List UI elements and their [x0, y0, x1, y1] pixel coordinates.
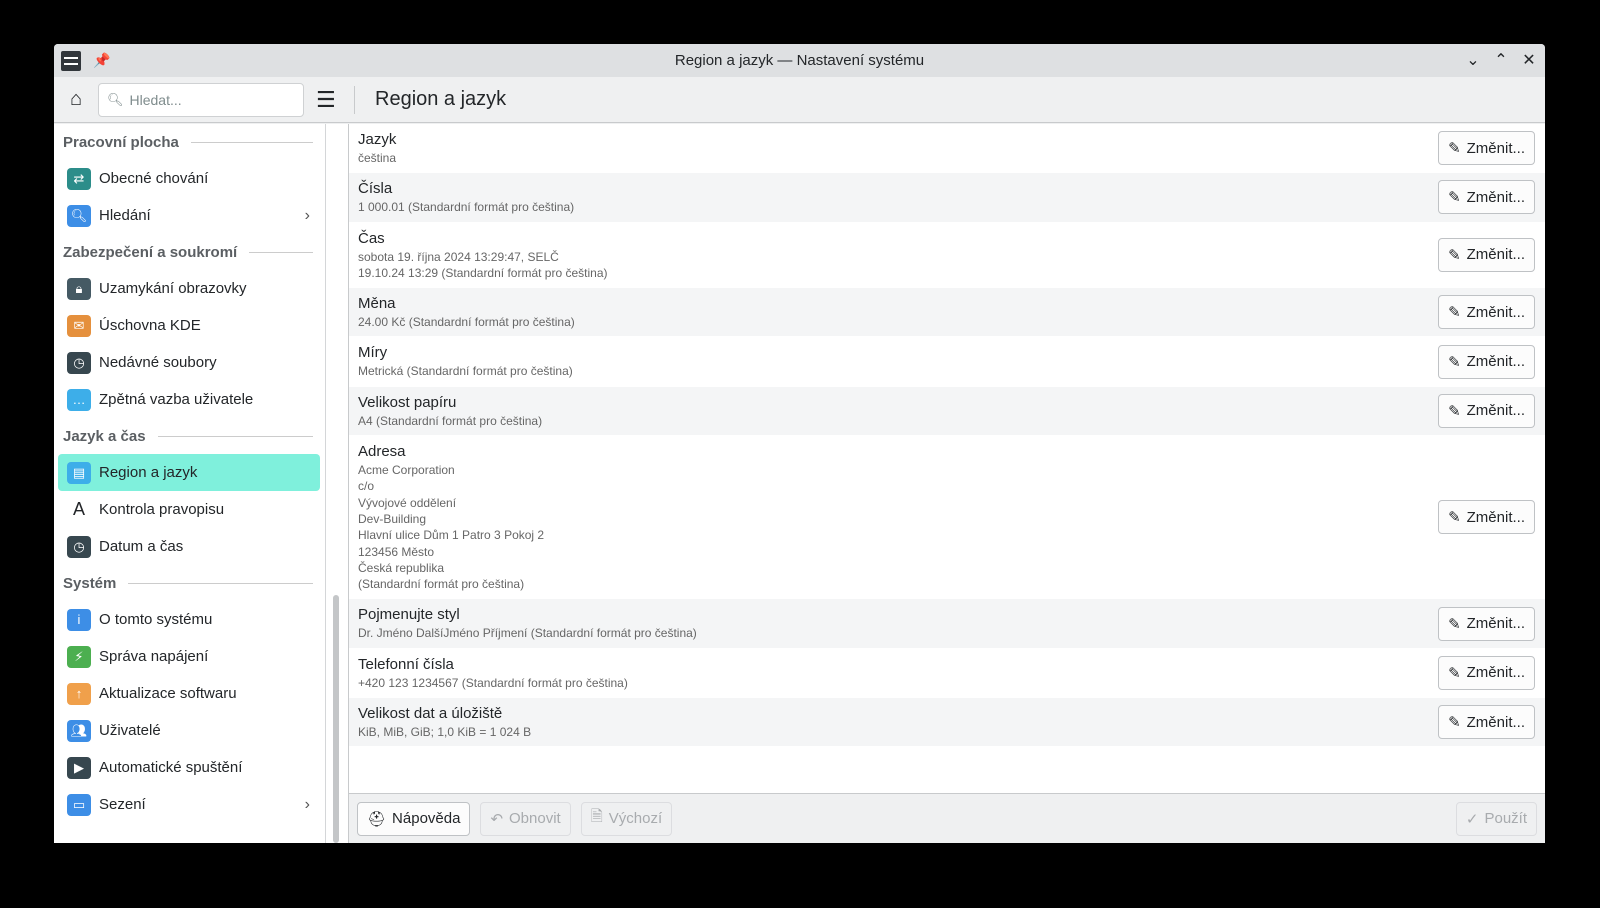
sidebar-item-label: Aktualizace softwaru: [99, 685, 237, 702]
setting-label: Míry: [358, 344, 388, 362]
setting-value: 19.10.24 13:29 (Standardní formát pro čeština): [358, 265, 608, 280]
help-button[interactable]: [357, 802, 470, 836]
sidebar-item-label: Uživatelé: [99, 722, 161, 739]
edit-icon: ✎: [1448, 140, 1461, 158]
sidebar-item[interactable]: [58, 491, 320, 528]
edit-icon: ✎: [1448, 402, 1461, 420]
sidebar-item[interactable]: [58, 454, 320, 491]
change-label: Změnit...: [1466, 664, 1525, 682]
setting-value: čeština: [358, 151, 397, 165]
edit-icon: ✎: [1448, 246, 1461, 264]
setting-value: c/o: [358, 479, 375, 494]
info-icon: i: [67, 609, 91, 631]
setting-label: Čísla: [358, 180, 393, 198]
setting-label: Velikost dat a úložiště: [358, 705, 503, 723]
chevron-right-icon: ›: [304, 795, 310, 813]
sidebar-item-label: Datum a čas: [99, 538, 184, 555]
close-button[interactable]: ✕: [1522, 52, 1536, 69]
setting-row: [349, 387, 1545, 436]
power-icon: ⚡: [67, 646, 91, 668]
reset-label: Obnovit: [509, 810, 561, 827]
sidebar-item[interactable]: [58, 675, 320, 712]
search-icon: 🔍︎: [107, 91, 124, 107]
sidebar-section-header: [54, 565, 325, 601]
setting-value: Acme Corporation: [358, 463, 455, 478]
setting-label: Adresa: [358, 443, 406, 461]
change-button[interactable]: [1438, 656, 1535, 690]
session-icon: ▭: [67, 794, 91, 816]
setting-value: 1 000.01 (Standardní formát pro čeština): [358, 200, 575, 215]
setting-row: [349, 337, 1545, 386]
search-placeholder: Hledat...: [129, 91, 182, 108]
sidebar-item-label: Obecné chování: [99, 170, 209, 187]
setting-row: [349, 698, 1545, 747]
home-icon[interactable]: ⌂: [69, 88, 83, 110]
sidebar-item[interactable]: [58, 749, 320, 786]
change-label: Změnit...: [1466, 508, 1525, 526]
change-label: Změnit...: [1466, 615, 1525, 633]
setting-row: [349, 124, 1545, 173]
edit-icon: ✎: [1448, 304, 1461, 322]
apply-button[interactable]: [1456, 802, 1537, 836]
toolbar-divider: [354, 86, 355, 114]
setting-label: Velikost papíru: [358, 393, 457, 411]
edit-icon: ✎: [1448, 189, 1461, 207]
setting-value: +420 123 1234567 (Standardní formát pro čeština): [358, 675, 628, 690]
update-icon: ↑: [67, 683, 91, 705]
setting-label: Čas: [358, 229, 385, 247]
edit-icon: ✎: [1448, 509, 1461, 527]
sidebar-item[interactable]: [58, 528, 320, 565]
sidebar-item-label: Automatické spuštění: [99, 759, 243, 776]
edit-icon: ✎: [1448, 353, 1461, 371]
window-title: Region a jazyk — Nastavení systému: [674, 52, 925, 69]
section-title: Systém: [63, 574, 117, 592]
section-title: Pracovní plocha: [63, 133, 179, 151]
setting-value: KiB, MiB, GiB; 1,0 KiB = 1 024 B: [358, 725, 532, 740]
document-icon: 🗎: [590, 808, 603, 825]
footer: [349, 793, 1545, 843]
region-icon: ▤: [67, 462, 91, 484]
sidebar-item[interactable]: [58, 638, 320, 675]
change-button[interactable]: [1438, 345, 1535, 379]
sidebar-scrollbar[interactable]: [326, 124, 349, 843]
section-divider: [128, 583, 313, 584]
help-label: Nápověda: [392, 810, 461, 827]
sidebar: [54, 124, 326, 843]
setting-label: Jazyk: [358, 131, 397, 148]
undo-icon: ↶: [490, 810, 504, 828]
setting-row: [349, 173, 1545, 222]
hamburger-menu-icon[interactable]: ☰: [316, 86, 336, 112]
spellcheck-icon: A: [72, 499, 85, 519]
sidebar-section-header: [54, 418, 325, 454]
setting-value: (Standardní formát pro čeština): [358, 577, 525, 592]
screen-lock-icon: 🔒︎: [67, 278, 91, 300]
page-title: Region a jazyk: [375, 88, 507, 110]
sidebar-item[interactable]: [58, 160, 320, 197]
check-icon: ✓: [1465, 810, 1479, 828]
autostart-icon: ▶: [67, 757, 91, 779]
change-button[interactable]: [1438, 607, 1535, 641]
setting-value: sobota 19. října 2024 13:29:47, SELČ: [358, 249, 559, 264]
sidebar-item[interactable]: [58, 712, 320, 749]
setting-value: Dr. Jméno DalšíJméno Příjmení (Standardní formát pro čeština): [358, 626, 697, 641]
change-button[interactable]: [1438, 500, 1535, 534]
clock-icon: ◷: [67, 536, 91, 558]
system-settings-window: [54, 44, 1545, 843]
setting-label: Telefonní čísla: [358, 655, 454, 673]
feedback-icon: …: [67, 389, 91, 411]
sidebar-section-header: [54, 124, 325, 160]
wallet-icon: ✉: [67, 315, 91, 337]
change-label: Změnit...: [1466, 713, 1525, 731]
setting-row: [349, 649, 1545, 698]
setting-row: [349, 436, 1545, 599]
defaults-label: Výchozí: [608, 810, 663, 827]
sidebar-item-label: Kontrola pravopisu: [99, 501, 225, 518]
sidebar-item-label: O tomto systému: [99, 611, 213, 628]
change-button[interactable]: [1438, 705, 1535, 739]
setting-value: Dev-Building: [358, 511, 427, 526]
sidebar-item-label: Region a jazyk: [99, 464, 198, 481]
apply-label: Použít: [1484, 810, 1527, 827]
edit-icon: ✎: [1448, 664, 1461, 682]
minimize-button[interactable]: ⌄: [1466, 52, 1480, 69]
setting-value: Česká republika: [358, 560, 445, 575]
users-icon: 👥︎: [67, 720, 91, 742]
defaults-button[interactable]: [581, 802, 672, 836]
general-behavior-icon: ⇄: [67, 168, 91, 190]
setting-value: Vývojové oddělení: [358, 495, 457, 510]
section-divider: [191, 142, 313, 143]
sidebar-item[interactable]: [58, 270, 320, 307]
setting-value: 24.00 Kč (Standardní formát pro čeština): [358, 315, 575, 330]
search-icon: 🔍︎: [67, 205, 91, 227]
settings-list: [349, 124, 1545, 793]
search-input[interactable]: [98, 83, 304, 117]
clock-icon: ◷: [67, 352, 91, 374]
sidebar-item[interactable]: [58, 786, 320, 823]
change-button[interactable]: [1438, 394, 1535, 428]
sidebar-item[interactable]: [58, 344, 320, 381]
change-label: Změnit...: [1466, 353, 1525, 371]
setting-value: Hlavní ulice Dům 1 Patro 3 Pokoj 2: [358, 528, 545, 543]
setting-value: Metrická (Standardní formát pro čeština): [358, 364, 573, 379]
sidebar-item[interactable]: [58, 197, 320, 234]
edit-icon: ✎: [1448, 615, 1461, 633]
sidebar-item-label: Správa napájení: [99, 648, 209, 665]
change-button[interactable]: [1438, 295, 1535, 329]
setting-row: [349, 599, 1545, 648]
sidebar-item-label: Úschovna KDE: [99, 317, 201, 334]
setting-value: A4 (Standardní formát pro čeština): [358, 413, 543, 428]
change-button[interactable]: [1438, 180, 1535, 214]
maximize-button[interactable]: ⌃: [1494, 52, 1508, 69]
setting-row: [349, 223, 1545, 289]
reset-button[interactable]: [480, 802, 570, 836]
sidebar-item-label: Sezení: [99, 796, 146, 813]
change-label: Změnit...: [1466, 246, 1525, 264]
change-button[interactable]: [1438, 131, 1535, 165]
section-divider: [249, 252, 313, 253]
setting-value: 123456 Město: [358, 544, 435, 559]
lifebuoy-icon: ⛑: [367, 810, 387, 828]
change-label: Změnit...: [1466, 303, 1525, 321]
sidebar-item[interactable]: [58, 601, 320, 638]
sidebar-item-label: Uzamykání obrazovky: [99, 280, 247, 297]
sidebar-item[interactable]: [58, 307, 320, 344]
section-title: Zabezpečení a soukromí: [63, 243, 238, 261]
edit-icon: ✎: [1448, 714, 1461, 732]
change-button[interactable]: [1438, 238, 1535, 272]
sidebar-item[interactable]: [58, 381, 320, 418]
section-title: Jazyk a čas: [63, 427, 146, 445]
sidebar-item-label: Zpětná vazba uživatele: [99, 391, 254, 408]
setting-label: Pojmenujte styl: [358, 606, 460, 624]
pin-icon[interactable]: 📌: [93, 52, 111, 68]
setting-label: Měna: [358, 295, 396, 313]
scrollbar-thumb[interactable]: [333, 595, 339, 843]
chevron-right-icon: ›: [304, 206, 310, 224]
sidebar-item-label: Hledání: [99, 207, 151, 224]
change-label: Změnit...: [1466, 188, 1525, 206]
section-divider: [158, 436, 313, 437]
sidebar-section-header: [54, 234, 325, 270]
sidebar-item-label: Nedávné soubory: [99, 354, 217, 371]
setting-row: [349, 288, 1545, 337]
change-label: Změnit...: [1466, 402, 1525, 420]
titlebar: [54, 44, 1545, 77]
change-label: Změnit...: [1466, 139, 1525, 157]
